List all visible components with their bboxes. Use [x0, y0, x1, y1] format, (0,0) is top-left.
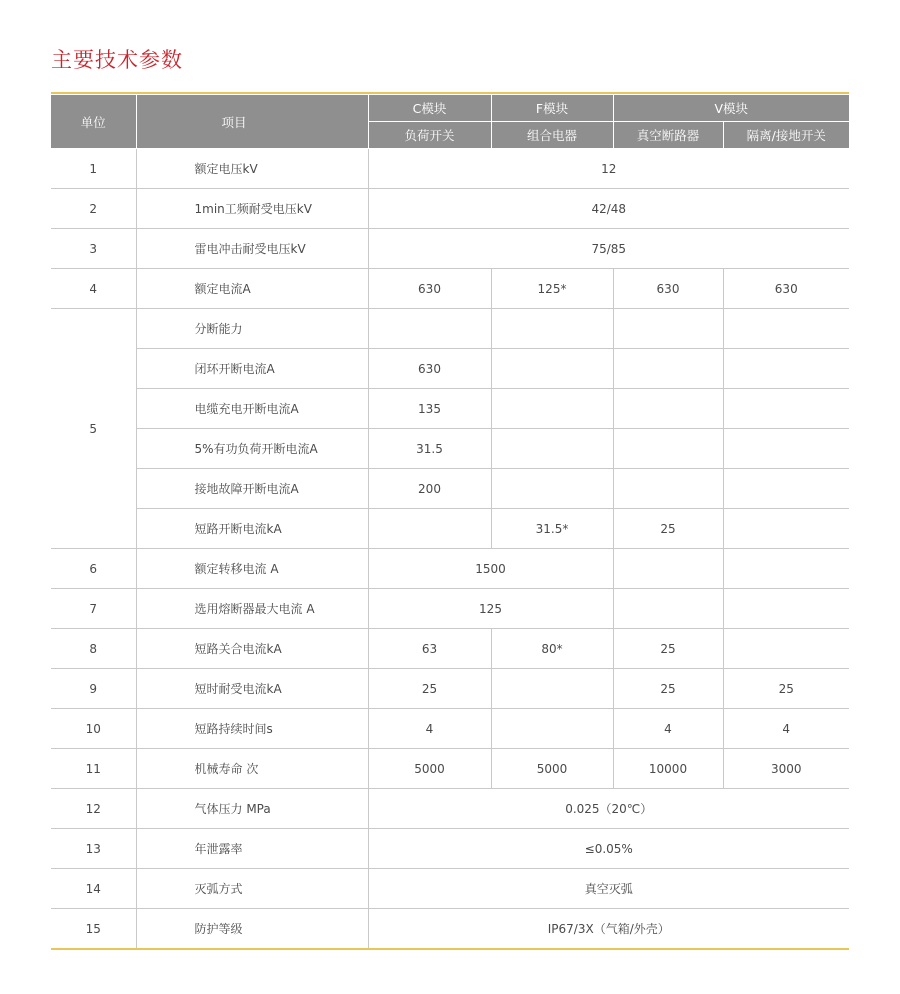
- cell-v1: [613, 589, 723, 629]
- cell-v2: [723, 309, 849, 349]
- cell-v2: 630: [723, 269, 849, 309]
- table-row: [51, 149, 849, 189]
- cell-v2: 4: [723, 709, 849, 749]
- cell-f: 125*: [491, 269, 613, 309]
- cell-c: 135: [368, 389, 491, 429]
- table-row: [51, 189, 849, 229]
- cell-c: [368, 309, 491, 349]
- row-label: 电缆充电开断电流A: [136, 389, 368, 429]
- header-vacuum-breaker: 真空断路器: [613, 122, 723, 149]
- row-number: 2: [51, 189, 136, 229]
- table-row: [51, 389, 849, 429]
- table-row: [51, 829, 849, 869]
- cell-v1: [613, 549, 723, 589]
- row-label: 1min工频耐受电压kV: [136, 189, 368, 229]
- table-row: [51, 269, 849, 309]
- cell-v1: 25: [613, 669, 723, 709]
- table-row: [51, 309, 849, 349]
- table-row: [51, 909, 849, 950]
- cell-v2: [723, 629, 849, 669]
- row-number: 11: [51, 749, 136, 789]
- row-label: 闭环开断电流A: [136, 349, 368, 389]
- table-row: [51, 469, 849, 509]
- cell-f: 80*: [491, 629, 613, 669]
- cell-f: [491, 709, 613, 749]
- row-merged-value: 42/48: [368, 189, 849, 229]
- header-combo: 组合电器: [491, 122, 613, 149]
- tech-params-table: [51, 94, 849, 950]
- table-row: [51, 549, 849, 589]
- row-number: 7: [51, 589, 136, 629]
- cell-v1: 10000: [613, 749, 723, 789]
- header-v-module: V模块: [613, 95, 849, 122]
- row-number: 4: [51, 269, 136, 309]
- cell-v2: [723, 549, 849, 589]
- cell-v2: [723, 429, 849, 469]
- table-row: [51, 589, 849, 629]
- row-label: 分断能力: [136, 309, 368, 349]
- cell-v2: [723, 469, 849, 509]
- row-number: 8: [51, 629, 136, 669]
- row-number: 10: [51, 709, 136, 749]
- table-row: [51, 429, 849, 469]
- row-label: 短路持续时间s: [136, 709, 368, 749]
- cell-f: [491, 469, 613, 509]
- cell-f: [491, 309, 613, 349]
- row-label: 雷电冲击耐受电压kV: [136, 229, 368, 269]
- cell-c: 25: [368, 669, 491, 709]
- row-number: 14: [51, 869, 136, 909]
- row-number: 15: [51, 909, 136, 950]
- row-number: 1: [51, 149, 136, 189]
- table-row: [51, 709, 849, 749]
- row-merged-value: 真空灭弧: [368, 869, 849, 909]
- row-label: 接地故障开断电流A: [136, 469, 368, 509]
- cell-v2: [723, 389, 849, 429]
- row-label: 短路关合电流kA: [136, 629, 368, 669]
- table-row: [51, 669, 849, 709]
- cell-c: 63: [368, 629, 491, 669]
- row-label: 机械寿命 次: [136, 749, 368, 789]
- cell-v1: [613, 469, 723, 509]
- cell-f: [491, 349, 613, 389]
- table-row: [51, 789, 849, 829]
- row-label: 气体压力 MPa: [136, 789, 368, 829]
- row-number: 12: [51, 789, 136, 829]
- row-label: 防护等级: [136, 909, 368, 950]
- row-number: 13: [51, 829, 136, 869]
- cell-v2: 3000: [723, 749, 849, 789]
- cell-f: [491, 429, 613, 469]
- row-label: 短时耐受电流kA: [136, 669, 368, 709]
- row-merged-value: ≤0.05%: [368, 829, 849, 869]
- cell-c: 4: [368, 709, 491, 749]
- cell-c: 5000: [368, 749, 491, 789]
- header-f-module: F模块: [491, 95, 613, 122]
- cell-f: [491, 389, 613, 429]
- cell-c: [368, 509, 491, 549]
- row-label: 短路开断电流kA: [136, 509, 368, 549]
- page-title: 主要技术参数: [51, 48, 183, 72]
- header-item: 项目: [136, 95, 368, 149]
- cell-f: [491, 669, 613, 709]
- row-label: 年泄露率: [136, 829, 368, 869]
- row-label: 灭弧方式: [136, 869, 368, 909]
- cell-c: 630: [368, 269, 491, 309]
- row-number: 5: [51, 309, 136, 549]
- row-number: 3: [51, 229, 136, 269]
- cell-v1: 25: [613, 629, 723, 669]
- table-row: [51, 229, 849, 269]
- cell-v1: [613, 429, 723, 469]
- row-number: 9: [51, 669, 136, 709]
- cell-c: 31.5: [368, 429, 491, 469]
- cell-cf-merged: 125: [368, 589, 613, 629]
- cell-v2: [723, 589, 849, 629]
- cell-c: 200: [368, 469, 491, 509]
- header-row-1: [51, 95, 849, 122]
- cell-v1: [613, 309, 723, 349]
- cell-f: 5000: [491, 749, 613, 789]
- row-merged-value: 0.025（20℃）: [368, 789, 849, 829]
- row-number: 6: [51, 549, 136, 589]
- row-merged-value: 12: [368, 149, 849, 189]
- cell-v1: 630: [613, 269, 723, 309]
- header-load-switch: 负荷开关: [368, 122, 491, 149]
- table-row: [51, 869, 849, 909]
- cell-v2: [723, 349, 849, 389]
- table-row: [51, 749, 849, 789]
- header-c-module: C模块: [368, 95, 491, 122]
- cell-v1: [613, 389, 723, 429]
- cell-v1: 25: [613, 509, 723, 549]
- table-row: [51, 629, 849, 669]
- cell-v1: [613, 349, 723, 389]
- cell-f: 31.5*: [491, 509, 613, 549]
- table-row: [51, 349, 849, 389]
- cell-cf-merged: 1500: [368, 549, 613, 589]
- row-label: 额定转移电流 A: [136, 549, 368, 589]
- header-unit: 单位: [51, 95, 136, 149]
- cell-v1: 4: [613, 709, 723, 749]
- cell-c: 630: [368, 349, 491, 389]
- row-label: 额定电流A: [136, 269, 368, 309]
- header-isolation-switch: 隔离/接地开关: [723, 122, 849, 149]
- row-merged-value: 75/85: [368, 229, 849, 269]
- row-label: 5%有功负荷开断电流A: [136, 429, 368, 469]
- cell-v2: 25: [723, 669, 849, 709]
- row-label: 额定电压kV: [136, 149, 368, 189]
- table-row: [51, 509, 849, 549]
- cell-v2: [723, 509, 849, 549]
- row-merged-value: IP67/3X（气箱/外壳）: [368, 909, 849, 950]
- row-label: 选用熔断器最大电流 A: [136, 589, 368, 629]
